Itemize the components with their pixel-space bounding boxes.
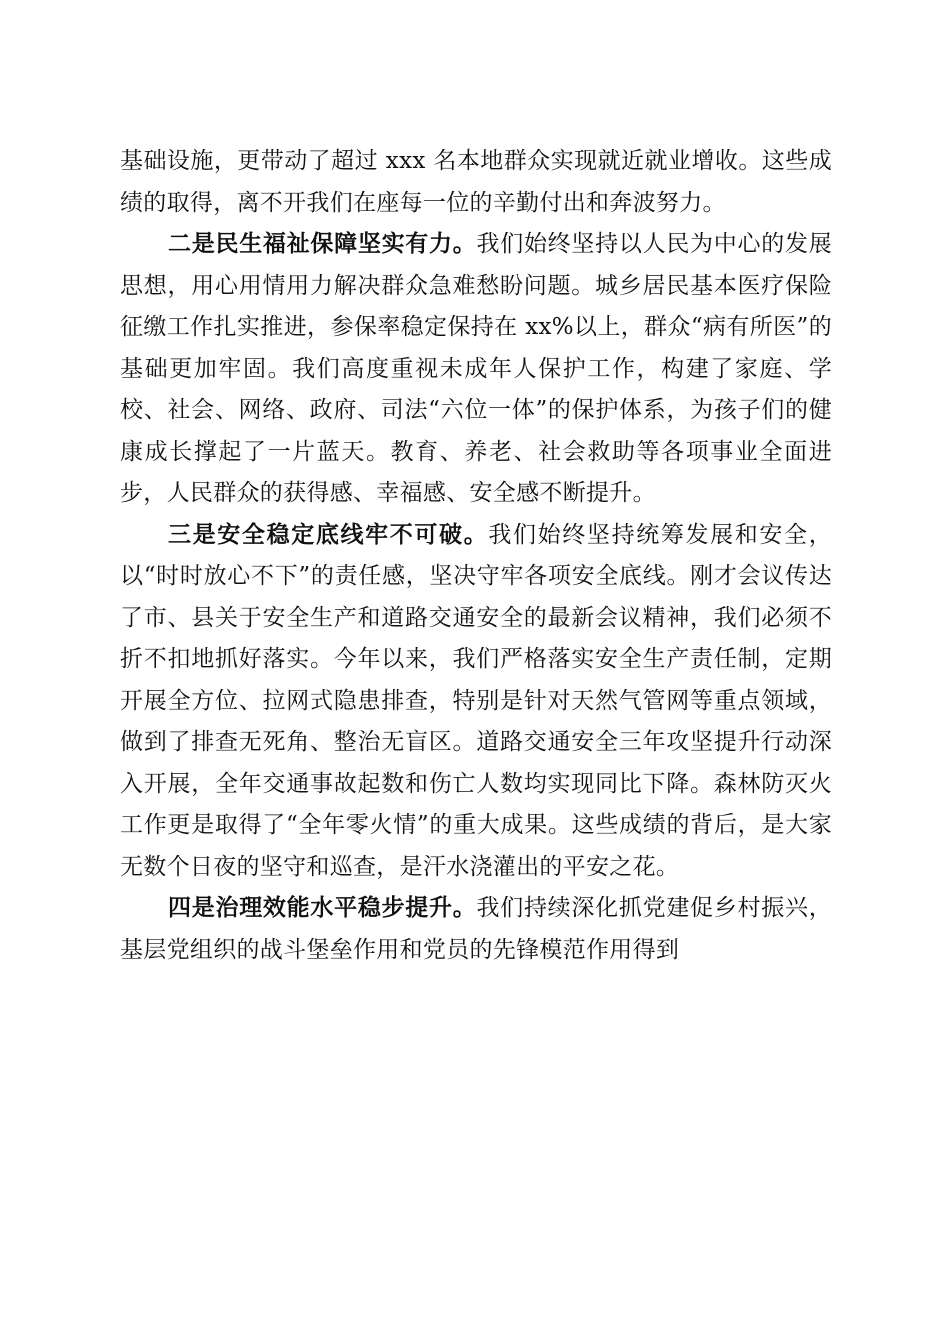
paragraph-continuation [120, 141, 832, 224]
paragraph-governance [120, 888, 832, 971]
paragraph-body: 基础设施，更带动了超过 xxx 名本地群众实现就近就业增收。这些成绩的取得，离不开我们在座每一位的辛勤付出和奔波努力。 [120, 148, 832, 216]
paragraph-body: 我们始终坚持以人民为中心的发展思想，用心用情用力解决群众急难愁盼问题。城乡居民基本医疗保险征缴工作扎实推进，参保率稳定保持在 xx%以上，群众“病有所医”的基础更加牢固。我们高度重视未成年人保护工作，构建了家庭、学校、社会、网络、政府、司法“六位一体”的保护体系，为孩子们的健康成长撑起了一片蓝天。教育、养老、社会救助等各项事业全面进步，人民群众的获得感、幸福感、安全感不断提升。 [120, 231, 832, 506]
paragraph-safety [120, 515, 832, 889]
paragraph-body: 我们持续深化抓党建促乡村振兴，基层党组织的战斗堡垒作用和党员的先锋模范作用得到 [120, 895, 832, 963]
paragraph-lead: 二是民生福祉保障坚实有力。 [168, 231, 477, 257]
paragraph-lead: 三是安全稳定底线牢不可破。 [168, 521, 489, 548]
paragraph-lead: 四是治理效能水平稳步提升。 [168, 895, 477, 921]
document-body [120, 141, 832, 971]
paragraph-body: 我们始终坚持统筹发展和安全，以“时时放心不下”的责任感，坚决守牢各项安全底线。刚才会议传达了市、县关于安全生产和道路交通安全的最新会议精神，我们必须不折不扣地抓好落实。今年以来，我们严格落实安全生产责任制，定期开展全方位、拉网式隐患排查，特别是针对天然气管网等重点领域，做到了排查无死角、整治无盲区。道路交通安全三年攻坚提升行动深入开展，全年交通事故起数和伤亡人数均实现同比下降。森林防灭火工作更是取得了“全年零火情”的重大成果。这些成绩的背后，是大家无数个日夜的坚守和巡查，是汗水浇灌出的平安之花。 [120, 521, 833, 880]
paragraph-livelihood [120, 224, 832, 515]
